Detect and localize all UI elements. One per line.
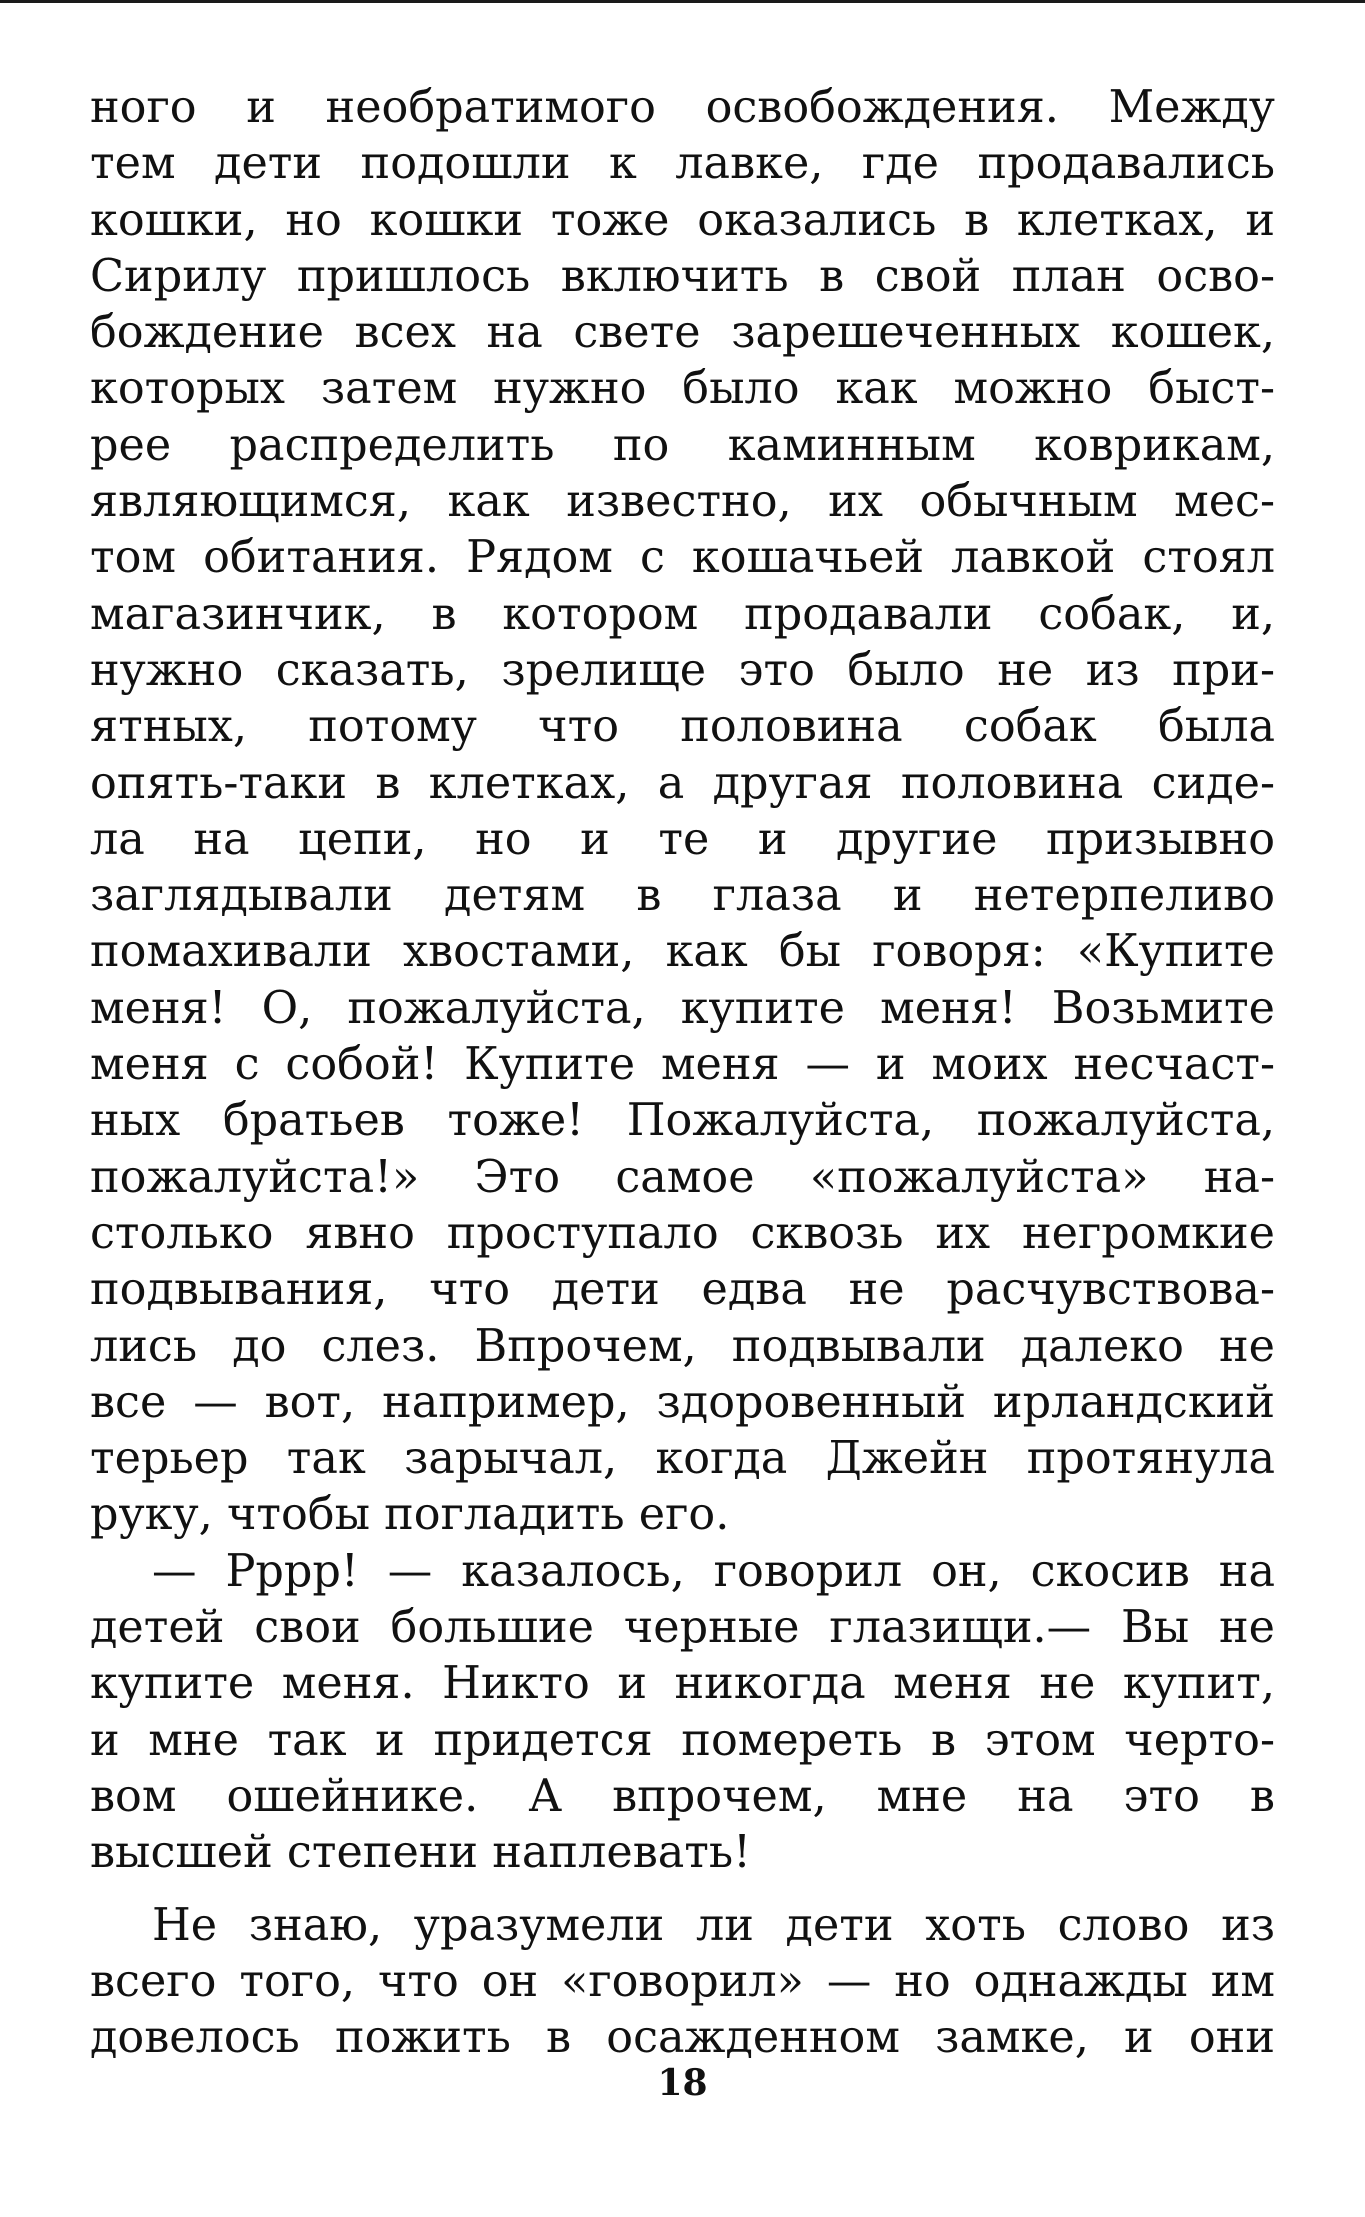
text-line: довелось пожить в осажденном замке, и они: [90, 2012, 1275, 2064]
text-line: пожалуйста!» Это самое «пожалуйста» на-: [90, 1151, 1275, 1203]
text-line: магазинчик, в котором продавали собак, и,: [90, 588, 1275, 640]
text-line: помахивали хвостами, как бы говоря: «Купите: [90, 926, 1275, 978]
text-line: которых затем нужно было как можно быст-: [90, 363, 1275, 415]
text-line: являющимся, как известно, их обычным мес-: [90, 476, 1275, 528]
text-line: том обитания. Рядом с кошачьей лавкой стоял: [90, 532, 1275, 584]
text-line: столько явно проступало сквозь их негромкие: [90, 1207, 1275, 1259]
text-line: ных братьев тоже! Пожалуйста, пожалуйста,: [90, 1095, 1275, 1147]
text-line: ла на цепи, но и те и другие призывно: [90, 813, 1275, 865]
text-line: все — вот, например, здоровенный ирландский: [90, 1376, 1275, 1428]
text-line: Не знаю, уразумели ли дети хоть слово из: [152, 1899, 1275, 1951]
text-line: рее распределить по каминным коврикам,: [90, 419, 1275, 471]
text-line: высшей степени наплевать!: [90, 1827, 752, 1879]
text-line: тем дети подошли к лавке, где продавались: [90, 138, 1275, 190]
text-line: ятных, потому что половина собак была: [90, 701, 1275, 753]
text-line: меня! О, пожалуйста, купите меня! Возьмите: [90, 982, 1275, 1034]
text-line: подвывания, что дети едва не расчувствова-: [90, 1264, 1275, 1316]
text-line: меня с собой! Купите меня — и моих несчаст-: [90, 1039, 1275, 1091]
text-line: купите меня. Никто и никогда меня не купит,: [90, 1658, 1275, 1710]
text-line: бождение всех на свете зарешеченных кошек,: [90, 307, 1275, 359]
text-line: Сирилу пришлось включить в свой план осво-: [90, 250, 1275, 302]
text-line: и мне так и придется помереть в этом черто-: [90, 1714, 1275, 1766]
text-line: нужно сказать, зрелище это было не из при-: [90, 644, 1275, 696]
page-body-text: [90, 80, 1275, 2066]
top-border-line: [0, 0, 1365, 3]
text-line: — Рррр! — казалось, говорил он, скосив на: [152, 1545, 1275, 1597]
text-line: вом ошейнике. А впрочем, мне на это в: [90, 1770, 1275, 1822]
text-line: опять-таки в клетках, а другая половина сиде-: [90, 757, 1275, 809]
text-line: руку, чтобы погладить его.: [90, 1489, 730, 1541]
page-number: 18: [657, 2062, 708, 2104]
text-line: терьер так зарычал, когда Джейн протянула: [90, 1433, 1275, 1485]
text-line: ного и необратимого освобождения. Между: [90, 82, 1275, 133]
text-line: всего того, что он «говорил» — но однажды им: [90, 1955, 1275, 2007]
text-line: детей свои большие черные глазищи.— Вы не: [90, 1602, 1275, 1654]
text-line: лись до слез. Впрочем, подвывали далеко не: [90, 1320, 1275, 1372]
text-line: кошки, но кошки тоже оказались в клетках, и: [90, 194, 1275, 246]
text-line: заглядывали детям в глаза и нетерпеливо: [90, 870, 1275, 922]
